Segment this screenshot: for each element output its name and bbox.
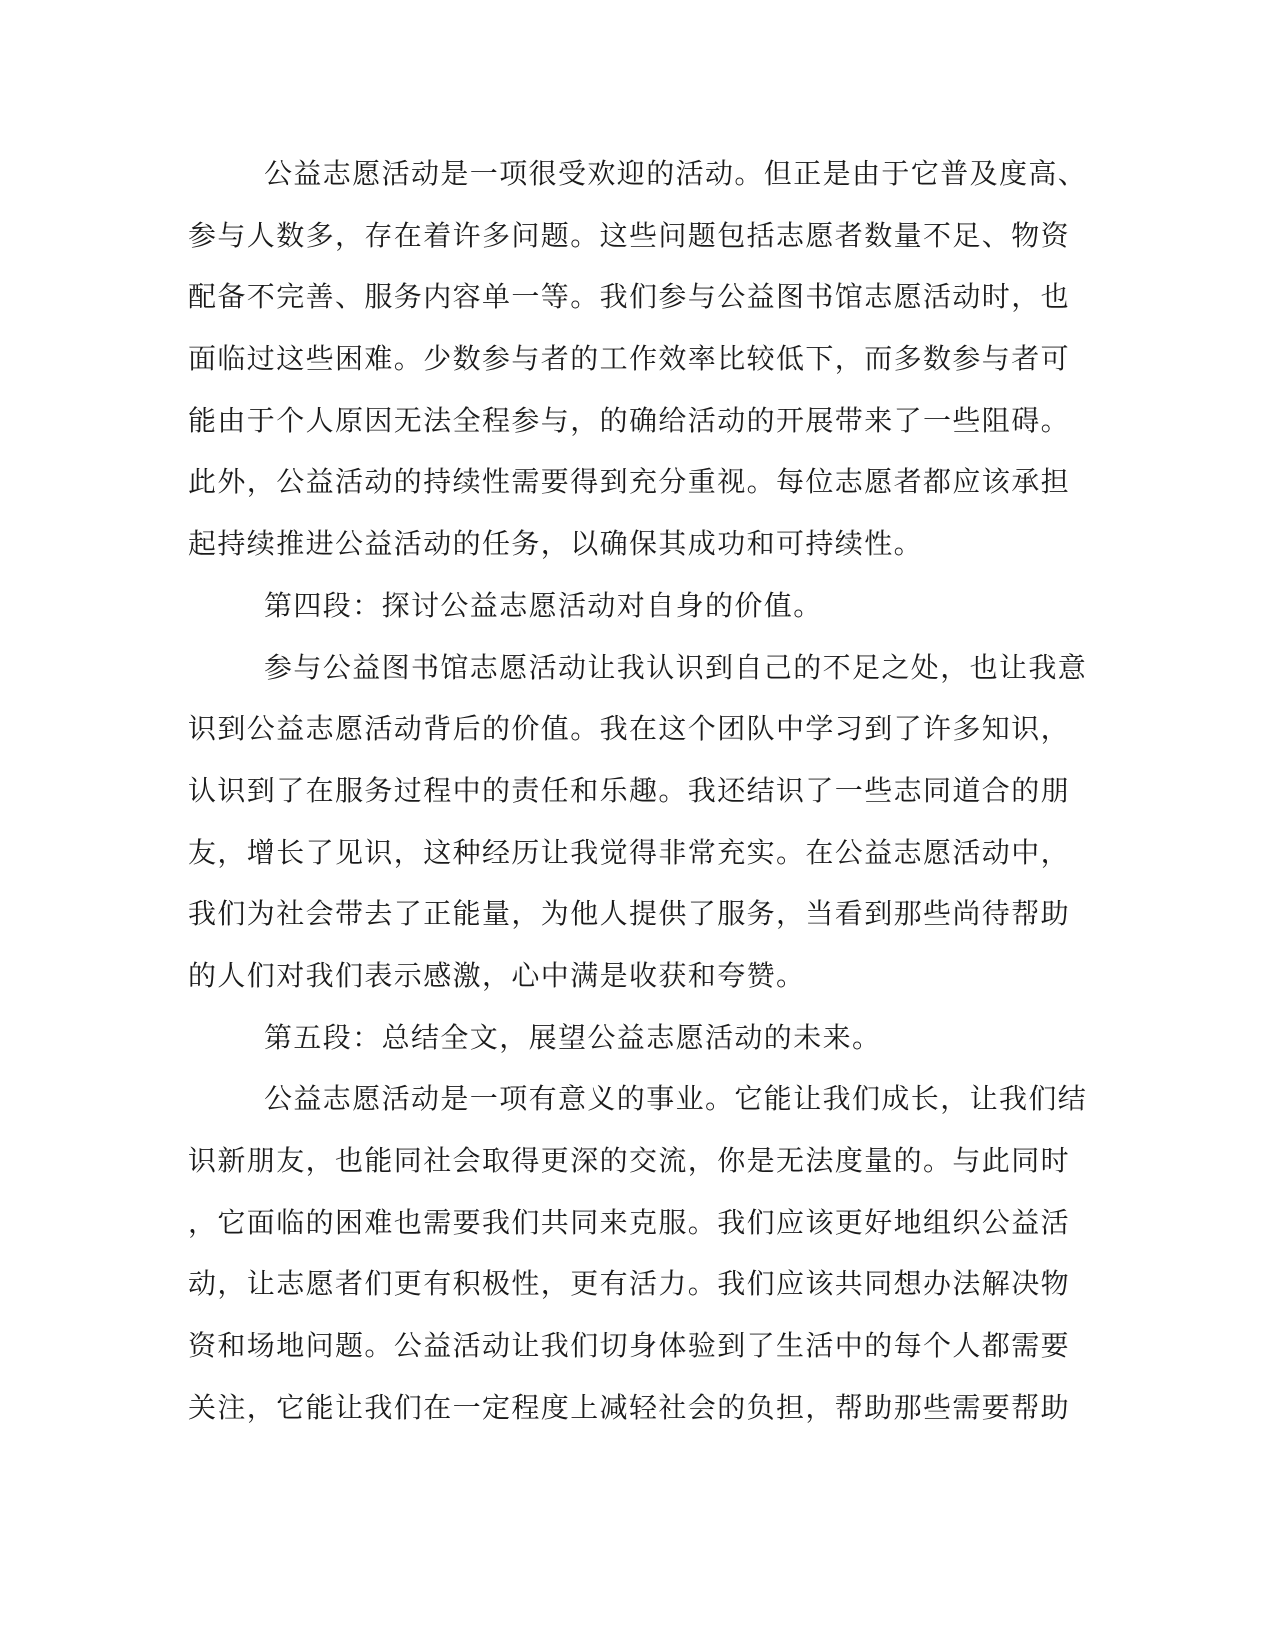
text-line: 认识到了在服务过程中的责任和乐趣。我还结识了一些志同道合的朋 [188,773,1071,807]
section-heading-5: 第五段：总结全文，展望公益志愿活动的未来。 [264,1020,882,1054]
text-line: 此外，公益活动的持续性需要得到充分重视。每位志愿者都应该承担 [188,465,1071,499]
text-line: 识到公益志愿活动背后的价值。我在这个团队中学习到了许多知识， [188,712,1071,746]
text-line: 参与人数多，存在着许多问题。这些问题包括志愿者数量不足、物资 [188,218,1071,252]
text-line: 能由于个人原因无法全程参与，的确给活动的开展带来了一些阻碍。 [188,403,1071,437]
text-line: 起持续推进公益活动的任务，以确保其成功和可持续性。 [188,527,924,561]
text-line: 面临过这些困难。少数参与者的工作效率比较低下，而多数参与者可 [188,342,1071,376]
text-line: 公益志愿活动是一项很受欢迎的活动。但正是由于它普及度高、 [264,157,1088,190]
section-heading-4: 第四段：探讨公益志愿活动对自身的价值。 [264,588,823,622]
text-line: ，它面临的困难也需要我们共同来克服。我们应该更好地组织公益活 [188,1205,1071,1239]
text-line: 关注，它能让我们在一定程度上减轻社会的负担，帮助那些需要帮助 [188,1390,1071,1424]
text-line: 动，让志愿者们更有积极性，更有活力。我们应该共同想办法解决物 [188,1267,1071,1301]
text-line: 参与公益图书馆志愿活动让我认识到自己的不足之处，也让我意 [264,650,1088,684]
text-line: 资和场地问题。公益活动让我们切身体验到了生活中的每个人都需要 [188,1329,1071,1363]
text-line: 识新朋友，也能同社会取得更深的交流，你是无法度量的。与此同时 [188,1144,1071,1177]
text-line: 的人们对我们表示感激，心中满是收获和夸赞。 [188,958,806,992]
text-line: 配备不完善、服务内容单一等。我们参与公益图书馆志愿活动时，也 [188,280,1071,314]
text-line: 公益志愿活动是一项有意义的事业。它能让我们成长，让我们结 [264,1082,1088,1116]
text-line: 我们为社会带去了正能量，为他人提供了服务，当看到那些尚待帮助 [188,897,1071,931]
body-text [188,157,1088,1455]
text-line: 友，增长了见识，这种经历让我觉得非常充实。在公益志愿活动中， [188,835,1071,869]
